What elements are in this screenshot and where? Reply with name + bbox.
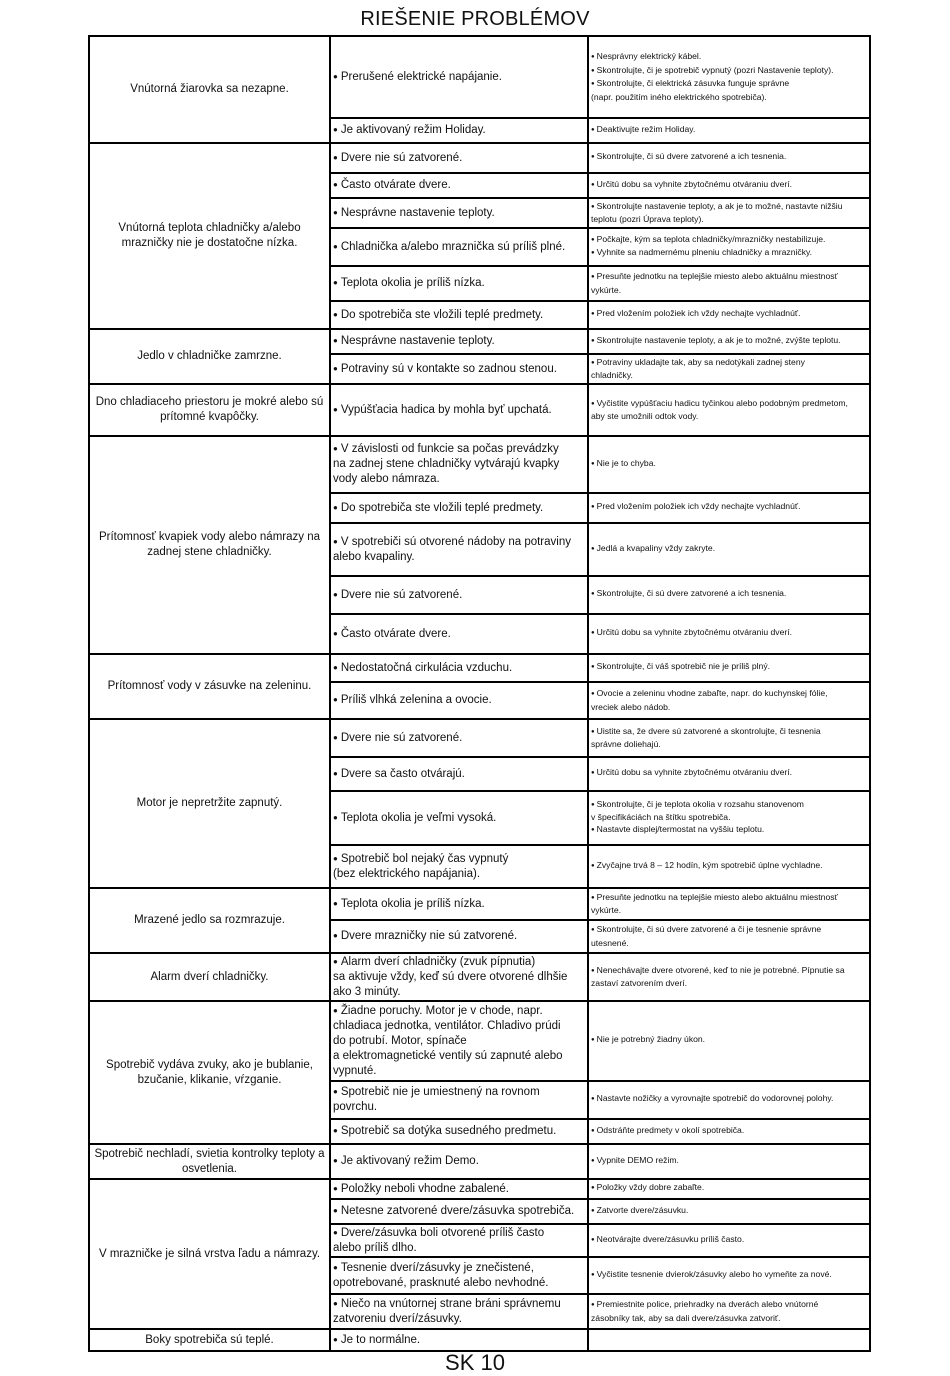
- cause-text: ● Dvere nie sú zatvorené.: [333, 151, 585, 166]
- cause-cell: [330, 791, 588, 845]
- solution-text: ● Deaktivujte režim Holiday.: [591, 124, 867, 138]
- cause-cell: [330, 1144, 588, 1179]
- cause-cell: [330, 228, 588, 266]
- cause-cell: [330, 757, 588, 791]
- cause-cell: [330, 329, 588, 354]
- cause-text: ● Často otvárate dvere.: [333, 178, 585, 193]
- solution-text: ● Vyhnite sa nadmernému plneniu chladničky a mrazničky.: [591, 247, 867, 261]
- cause-cell: [330, 953, 588, 1001]
- solution-text: ● Nie je potrebný žiadny úkon.: [591, 1034, 867, 1048]
- table-row: [89, 1179, 870, 1199]
- problem-cell: Spotrebič vydáva zvuky, ako je bublanie, bzučanie, klikanie, vŕzganie.: [89, 1001, 330, 1144]
- cause-cell: [330, 888, 588, 920]
- solution-cell: [588, 1144, 870, 1179]
- solution-cell: [588, 845, 870, 888]
- cause-text: ● V spotrebiči sú otvorené nádoby na potraviny alebo kvapaliny.: [333, 535, 585, 565]
- solution-text: ● Vyčistite vypúšťaciu hadicu tyčinkou alebo podobným predmetom, aby ste umožnili odtok vody.: [591, 398, 867, 423]
- problem-cell: Boky spotrebiča sú teplé.: [89, 1329, 330, 1351]
- cause-cell: [330, 198, 588, 228]
- table-row: [89, 1144, 870, 1179]
- problem-cell: Spotrebič nechladí, svietia kontrolky teploty a osvetlenia.: [89, 1144, 330, 1179]
- cause-text: ● Dvere nie sú zatvorené.: [333, 588, 585, 603]
- solution-text: ● Skontrolujte, či je spotrebič vypnutý (pozri Nastavenie teploty).: [591, 65, 867, 79]
- solution-cell: [588, 682, 870, 719]
- cause-cell: [330, 354, 588, 384]
- solution-text: ● Nie je to chyba.: [591, 458, 867, 472]
- solution-text: ● Vypnite DEMO režim.: [591, 1155, 867, 1169]
- solution-text: ● Vyčistite tesnenie dvierok/zásuvky alebo ho vymeňte za nové.: [591, 1269, 867, 1283]
- table-row: [89, 143, 870, 173]
- solution-cell: [588, 266, 870, 301]
- solution-cell: [588, 888, 870, 920]
- solution-cell: [588, 791, 870, 845]
- solution-cell: [588, 757, 870, 791]
- cause-text: ● Potraviny sú v kontakte so zadnou stenou.: [333, 362, 585, 377]
- table-row: [89, 953, 870, 1001]
- solution-cell: [588, 1329, 870, 1351]
- table-row: [89, 384, 870, 436]
- solution-text: ● Ovocie a zeleninu vhodne zabaľte, napr. do kuchynskej fólie, vreciek alebo nádob.: [591, 688, 867, 713]
- problem-cell: V mrazničke je silná vrstva ľadu a námrazy.: [89, 1179, 330, 1329]
- solution-cell: [588, 118, 870, 143]
- solution-cell: [588, 493, 870, 523]
- solution-text: ● Zvyčajne trvá 8 – 12 hodín, kým spotrebič úplne vychladne.: [591, 860, 867, 874]
- solution-text: ● Položky vždy dobre zabaľte.: [591, 1182, 867, 1196]
- cause-text: ● Spotrebič sa dotýka susedného predmetu.: [333, 1124, 585, 1139]
- cause-text: ● Teplota okolia je príliš nízka.: [333, 897, 585, 912]
- solution-text: ● Odstráňte predmety v okolí spotrebiča.: [591, 1125, 867, 1139]
- cause-text: ● Vypúšťacia hadica by mohla byť upchatá.: [333, 403, 585, 418]
- solution-cell: [588, 143, 870, 173]
- problem-cell: Prítomnosť vody v zásuvke na zeleninu.: [89, 654, 330, 719]
- cause-text: ● Chladnička a/alebo mraznička sú príliš plné.: [333, 240, 585, 255]
- cause-cell: [330, 1081, 588, 1119]
- cause-text: ● Je to normálne.: [333, 1333, 585, 1348]
- solution-cell: [588, 1119, 870, 1144]
- solution-text: ● Nastavte displej/termostat na vyššiu teplotu.: [591, 824, 867, 838]
- solution-text: ● Uistite sa, že dvere sú zatvorené a skontrolujte, či tesnenia správne doliehajú.: [591, 726, 867, 751]
- solution-cell: [588, 384, 870, 436]
- solution-cell: [588, 354, 870, 384]
- table-row: [89, 654, 870, 682]
- cause-text: ● Je aktivovaný režim Holiday.: [333, 123, 585, 138]
- solution-cell: [588, 173, 870, 198]
- solution-text: ● Skontrolujte, či váš spotrebič nie je príliš plný.: [591, 661, 867, 675]
- table-row: [89, 719, 870, 757]
- solution-text: ● Nesprávny elektrický kábel.: [591, 51, 867, 65]
- cause-text: ● Do spotrebiča ste vložili teplé predmety.: [333, 308, 585, 323]
- solution-cell: [588, 301, 870, 329]
- troubleshooting-table: [88, 35, 871, 1352]
- solution-cell: [588, 614, 870, 654]
- problem-cell: Vnútorná teplota chladničky a/alebo mrazničky nie je dostatočne nízka.: [89, 143, 330, 329]
- cause-text: ● Dvere mrazničky nie sú zatvorené.: [333, 929, 585, 944]
- cause-text: ● Položky neboli vhodne zabalené.: [333, 1182, 585, 1197]
- cause-text: ● Do spotrebiča ste vložili teplé predmety.: [333, 501, 585, 516]
- solution-text: ● Skontrolujte, či sú dvere zatvorené a ich tesnenia.: [591, 588, 867, 602]
- solution-text: ● Počkajte, kým sa teplota chladničky/mrazničky nestabilizuje.: [591, 234, 867, 248]
- solution-text: ● Pred vložením položiek ich vždy nechajte vychladnúť.: [591, 308, 867, 322]
- solution-text: ● Potraviny ukladajte tak, aby sa nedotýkali zadnej steny chladničky.: [591, 357, 867, 382]
- cause-cell: [330, 1199, 588, 1224]
- cause-cell: [330, 1001, 588, 1081]
- solution-text: ● Určitú dobu sa vyhnite zbytočnému otváraniu dverí.: [591, 627, 867, 641]
- cause-cell: [330, 384, 588, 436]
- cause-text: ● Je aktivovaný režim Demo.: [333, 1154, 585, 1169]
- solution-text: ● Zatvorte dvere/zásuvku.: [591, 1205, 867, 1219]
- cause-text: ● Teplota okolia je veľmi vysoká.: [333, 811, 585, 826]
- solution-cell: [588, 1179, 870, 1199]
- solution-text: ● Nenechávajte dvere otvorené, keď to nie je potrebné. Pípnutie sa zastaví zatvorením dverí.: [591, 965, 867, 990]
- cause-cell: [330, 1294, 588, 1329]
- cause-cell: [330, 173, 588, 198]
- page-title: RIEŠENIE PROBLÉMOV: [360, 8, 590, 30]
- solution-cell: [588, 576, 870, 614]
- solution-text: ● Nastavte nožičky a vyrovnajte spotrebič do vodorovnej polohy.: [591, 1093, 867, 1107]
- solution-cell: [588, 1257, 870, 1294]
- solution-text: ● Skontrolujte, či sú dvere zatvorené a či je tesnenie správne utesnené.: [591, 924, 867, 949]
- cause-text: ● Dvere/zásuvka boli otvorené príliš často alebo príliš dlho.: [333, 1226, 585, 1256]
- problem-cell: Vnútorná žiarovka sa nezapne.: [89, 36, 330, 143]
- cause-cell: [330, 845, 588, 888]
- cause-cell: [330, 1257, 588, 1294]
- solution-text: ● Určitú dobu sa vyhnite zbytočnému otváraniu dverí.: [591, 179, 867, 193]
- cause-text: ● Často otvárate dvere.: [333, 627, 585, 642]
- cause-cell: [330, 118, 588, 143]
- cause-text: ● Dvere nie sú zatvorené.: [333, 731, 585, 746]
- problem-cell: Jedlo v chladničke zamrzne.: [89, 329, 330, 384]
- solution-cell: [588, 36, 870, 118]
- table-row: [89, 1001, 870, 1081]
- cause-text: ● Alarm dverí chladničky (zvuk pípnutia) sa aktivuje vždy, keď sú dvere otvorené dlhšie ako 3 minúty.: [333, 955, 585, 1000]
- cause-cell: [330, 301, 588, 329]
- solution-cell: [588, 1081, 870, 1119]
- solution-text: ● Neotvárajte dvere/zásuvku príliš často.: [591, 1234, 867, 1248]
- cause-cell: [330, 266, 588, 301]
- cause-text: ● Tesnenie dverí/zásuvky je znečistené, opotrebované, prasknuté alebo nevhodné.: [333, 1261, 585, 1291]
- solution-text: ● Pred vložením položiek ich vždy nechajte vychladnúť.: [591, 501, 867, 515]
- table-row: [89, 1329, 870, 1351]
- cause-cell: [330, 1179, 588, 1199]
- cause-text: ● Nesprávne nastavenie teploty.: [333, 206, 585, 221]
- solution-text: ● Skontrolujte, či je teplota okolia v rozsahu stanovenom v špecifikáciách na štítku spotrebiča.: [591, 799, 867, 824]
- cause-cell: [330, 1119, 588, 1144]
- table-row: [89, 36, 870, 118]
- solution-cell: [588, 920, 870, 953]
- solution-text: ● Skontrolujte, či sú dvere zatvorené a ich tesnenia.: [591, 151, 867, 165]
- solution-cell: [588, 953, 870, 1001]
- table-row: [89, 436, 870, 493]
- solution-text: ● Skontrolujte nastavenie teploty, a ak je to možné, zvýšte teplotu.: [591, 335, 867, 349]
- cause-text: ● Niečo na vnútornej strane bráni správnemu zatvoreniu dverí/zásuvky.: [333, 1297, 585, 1327]
- solution-cell: [588, 1199, 870, 1224]
- solution-cell: [588, 719, 870, 757]
- solution-text: ● Skontrolujte, či elektrická zásuvka funguje správne (napr. použitím iného elektrického spotrebiča).: [591, 78, 867, 103]
- solution-cell: [588, 329, 870, 354]
- solution-text: ● Premiestnite police, priehradky na dverách alebo vnútorné zásobníky tak, aby sa dali dvere/zásuvka zatvoriť.: [591, 1299, 867, 1324]
- solution-cell: [588, 436, 870, 493]
- cause-cell: [330, 719, 588, 757]
- cause-cell: [330, 920, 588, 953]
- cause-cell: [330, 654, 588, 682]
- solution-cell: [588, 228, 870, 266]
- cause-cell: [330, 1329, 588, 1351]
- cause-text: ● Nedostatočná cirkulácia vzduchu.: [333, 661, 585, 676]
- page-number: SK 10: [445, 1350, 505, 1375]
- solution-cell: [588, 1294, 870, 1329]
- cause-cell: [330, 493, 588, 523]
- cause-cell: [330, 143, 588, 173]
- troubleshooting-table-body: [89, 36, 870, 1351]
- solution-text: ● Skontrolujte nastavenie teploty, a ak je to možné, nastavte nižšiu teplotu (pozri Úprava teploty).: [591, 201, 867, 226]
- cause-cell: [330, 436, 588, 493]
- cause-text: ● Teplota okolia je príliš nízka.: [333, 276, 585, 291]
- table-row: [89, 888, 870, 920]
- table-row: [89, 329, 870, 354]
- solution-text: ● Presuňte jednotku na teplejšie miesto alebo aktuálnu miestnosť vykúrte.: [591, 271, 867, 296]
- solution-cell: [588, 1224, 870, 1257]
- cause-text: ● Prerušené elektrické napájanie.: [333, 70, 585, 85]
- cause-cell: [330, 523, 588, 576]
- cause-cell: [330, 576, 588, 614]
- cause-cell: [330, 614, 588, 654]
- problem-cell: Mrazené jedlo sa rozmrazuje.: [89, 888, 330, 953]
- solution-cell: [588, 654, 870, 682]
- cause-text: ● Netesne zatvorené dvere/zásuvka spotrebiča.: [333, 1204, 585, 1219]
- cause-cell: [330, 1224, 588, 1257]
- problem-cell: Motor je nepretržite zapnutý.: [89, 719, 330, 888]
- solution-cell: [588, 198, 870, 228]
- solution-text: ● Jedlá a kvapaliny vždy zakryte.: [591, 543, 867, 557]
- solution-cell: [588, 1001, 870, 1081]
- cause-text: ● Spotrebič bol nejaký čas vypnutý (bez elektrického napájania).: [333, 852, 585, 882]
- problem-cell: Prítomnosť kvapiek vody alebo námrazy na zadnej stene chladničky.: [89, 436, 330, 654]
- cause-text: ● V závislosti od funkcie sa počas prevádzky na zadnej stene chladničky vytvárajú kvapky vody alebo námraza.: [333, 442, 585, 487]
- cause-text: ● Príliš vlhká zelenina a ovocie.: [333, 693, 585, 708]
- cause-text: ● Dvere sa často otvárajú.: [333, 767, 585, 782]
- solution-text: ● Presuňte jednotku na teplejšie miesto alebo aktuálnu miestnosť vykúrte.: [591, 892, 867, 917]
- solution-cell: [588, 523, 870, 576]
- cause-text: ● Žiadne poruchy. Motor je v chode, napr. chladiaca jednotka, ventilátor. Chladivo prúdi do potrubí. Motor, spínače a elektromagnetické ventily sú zapnuté alebo vypnuté.: [333, 1004, 585, 1079]
- cause-cell: [330, 36, 588, 118]
- cause-text: ● Spotrebič nie je umiestnený na rovnom povrchu.: [333, 1085, 585, 1115]
- problem-cell: Alarm dverí chladničky.: [89, 953, 330, 1001]
- problem-cell: Dno chladiaceho priestoru je mokré alebo sú prítomné kvapôčky.: [89, 384, 330, 436]
- cause-text: ● Nesprávne nastavenie teploty.: [333, 334, 585, 349]
- solution-text: ● Určitú dobu sa vyhnite zbytočnému otváraniu dverí.: [591, 767, 867, 781]
- cause-cell: [330, 682, 588, 719]
